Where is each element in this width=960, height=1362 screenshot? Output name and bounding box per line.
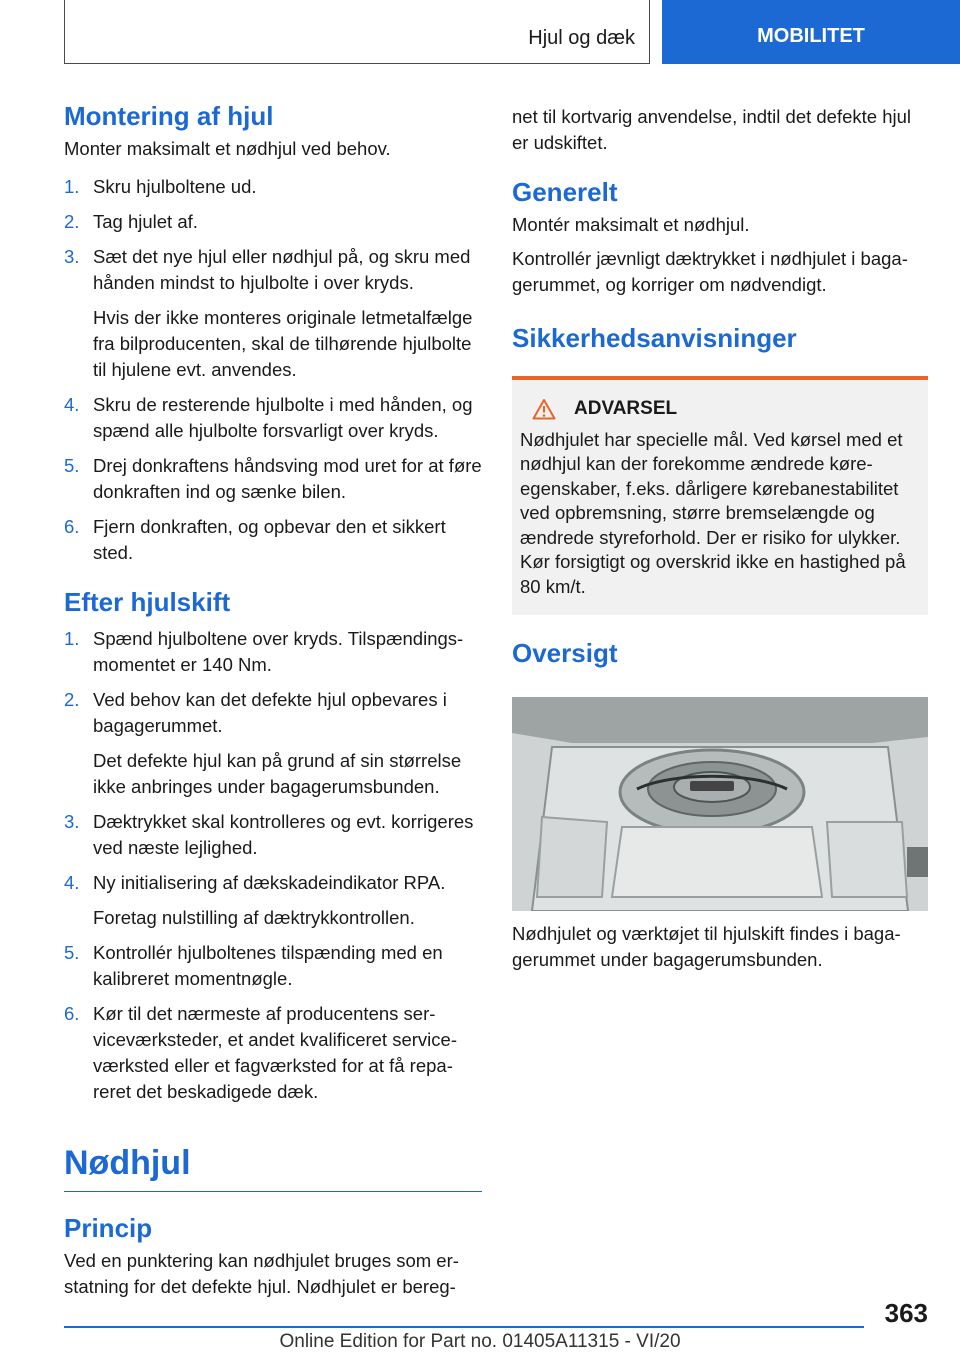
- list-item-number: 4.: [64, 393, 80, 415]
- left-column: [64, 100, 482, 1300]
- list-item-number: 6.: [64, 515, 80, 537]
- header-box: [64, 0, 650, 64]
- trunk-spare-wheel-photo: [512, 697, 928, 911]
- list-item-subtext: Hvis der ikke monteres originale letmetalfælge fra bilproducenten, skal de tilhørende hjulbolte til hjulene evt. anvendes.: [93, 306, 473, 380]
- list-item-subtext: Det defekte hjul kan på grund af sin størrelse ikke anbringes under bagagerumsbunden.: [93, 749, 462, 797]
- list-item-number: 6.: [64, 1002, 80, 1024]
- list-item-text: Spænd hjulboltene over kryds. Tilspændingsmomentet er 140 Nm.: [93, 627, 464, 675]
- warning-label: ADVARSEL: [574, 397, 678, 419]
- generelt-text-1: Montér maksimalt et nødhjul.: [512, 213, 750, 235]
- list-item: [64, 1001, 482, 1105]
- list-item-text: Skru de resterende hjulbolte i med hånden, og spænd alle hjulbolte forsvarligt over kryds.: [93, 393, 473, 441]
- list-item-number: 3.: [64, 245, 80, 267]
- list-item-number: 2.: [64, 210, 80, 232]
- header-tab-mobilitet[interactable]: [662, 0, 960, 64]
- list-item-number: 5.: [64, 454, 80, 476]
- montering-steps: [64, 174, 482, 566]
- list-item: [64, 174, 482, 200]
- list-item: [64, 809, 482, 861]
- list-item-subtext: Foretag nulstilling af dæktrykkontrollen.: [93, 906, 415, 928]
- list-item-text: Kør til det nærmeste af producentens serviceværksteder, et andet kvalificeret serviceværksted eller et fagværksted for at få repareret det beskadigede dæk.: [93, 1002, 457, 1102]
- oversigt-heading: Oversigt: [512, 638, 618, 669]
- sikkerhed-heading: Sikkerhedsanvisninger: [512, 322, 797, 353]
- list-item-text: Sæt det nye hjul eller nødhjul på, og skru med hånden mindst to hjulbolte i over kryds.: [93, 245, 471, 293]
- list-item: [64, 940, 482, 992]
- warning-text: Nødhjulet har specielle mål. Ved kørsel med et nødhjul kan der forekomme ændrede køreegenskaber, f.eks. dårligere kørebanestabilitet ved opbremsning, større bremselængde og ændrede styreforhold. Der er risiko for ulykker. Kør forsigtigt og overskrid ikke en hastighed på 80 km/t.: [520, 428, 906, 597]
- list-item: [64, 244, 482, 383]
- header-tab-label: MOBILITET: [757, 24, 865, 47]
- list-item-text: Ny initialisering af dækskadeindikator RPA.: [93, 871, 446, 893]
- header-section-title: Hjul og dæk: [528, 27, 635, 49]
- generelt-text-2: Kontrollér jævnligt dæktrykket i nødhjulet i bagagerummet, og korriger om nødvendigt.: [512, 247, 908, 295]
- nodhjul-heading: Nødhjul: [64, 1141, 482, 1192]
- list-item-number: 3.: [64, 810, 80, 832]
- footer-divider: [64, 1326, 864, 1328]
- list-item: [64, 392, 482, 444]
- continued-text: net til kortvarig anvendelse, indtil det defekte hjul er udskiftet.: [512, 106, 912, 153]
- list-item-text: Fjern donkraften, og opbevar den et sikkert sted.: [93, 515, 446, 563]
- warning-triangle-icon: [532, 398, 556, 420]
- montering-heading: Montering af hjul: [64, 101, 274, 131]
- footer-edition: Online Edition for Part no. 01405A11315 - VI/20: [279, 1331, 681, 1352]
- list-item-text: Skru hjulboltene ud.: [93, 175, 257, 197]
- list-item-text: Dæktrykket skal kontrolleres og evt. korrigeres ved næste lejlighed.: [93, 810, 474, 858]
- list-item-text: Tag hjulet af.: [93, 210, 198, 232]
- list-item-text: Kontrollér hjulboltenes tilspænding med en kalibreret momentnøgle.: [93, 941, 443, 989]
- warning-box: [512, 376, 928, 616]
- warning-header: [520, 398, 920, 420]
- list-item: [64, 514, 482, 566]
- princip-text: Ved en punktering kan nødhjulet bruges som erstatning for det defekte hjul. Nødhjulet er bereg-: [64, 1249, 459, 1297]
- list-item: [64, 626, 482, 678]
- list-item: [64, 870, 482, 931]
- right-column: [512, 100, 928, 973]
- list-item-number: 1.: [64, 175, 80, 197]
- list-item: [64, 209, 482, 235]
- princip-heading: Princip: [64, 1212, 153, 1243]
- efter-heading: Efter hjulskift: [64, 586, 231, 617]
- list-item-number: 5.: [64, 941, 80, 963]
- page-number: 363: [884, 1298, 928, 1328]
- list-item: [64, 687, 482, 800]
- list-item-text: Ved behov kan det defekte hjul opbevares i bagagerummet.: [93, 688, 447, 736]
- efter-steps: [64, 626, 482, 1105]
- montering-intro: Monter maksimalt et nødhjul ved behov.: [64, 137, 391, 159]
- photo-caption: Nødhjulet og værktøjet til hjulskift findes i bagagerummet under bagagerumsbunden.: [512, 922, 901, 970]
- list-item-number: 1.: [64, 627, 80, 649]
- trunk-illustration: [512, 697, 928, 911]
- generelt-heading: Generelt: [512, 177, 618, 207]
- list-item-text: Drej donkraftens håndsving mod uret for at føre donkraften ind og sænke bilen.: [93, 454, 482, 502]
- list-item-number: 2.: [64, 688, 80, 710]
- list-item: [64, 453, 482, 505]
- list-item-number: 4.: [64, 871, 80, 893]
